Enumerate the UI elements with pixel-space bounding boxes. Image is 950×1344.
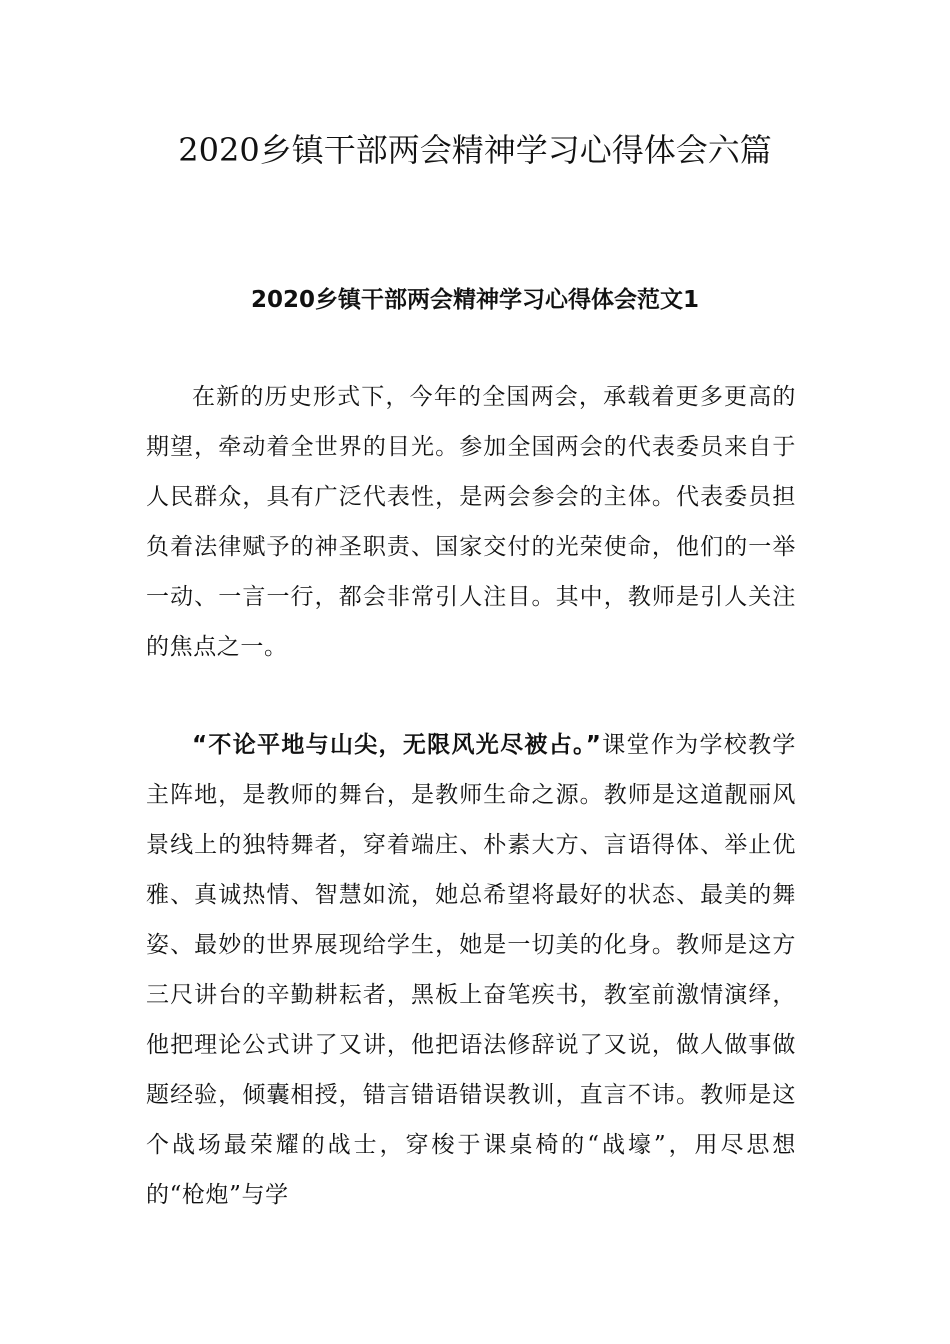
document-title: 2020乡镇干部两会精神学习心得体会六篇: [178, 131, 772, 169]
section-title: 2020乡镇干部两会精神学习心得体会范文1: [250, 287, 700, 313]
paragraph-1: [146, 372, 796, 672]
paragraph-1-text: 在新的历史形式下，今年的全国两会，承载着更多更高的期望，牵动着全世界的目光。参加全国两会的代表委员来自于人民群众，具有广泛代表性，是两会参会的主体。代表委员担负着法律赋予的神圣职责、国家交付的光荣使命，他们的一举一动、一言一行，都会非常引人注目。其中，教师是引人关注的焦点之一。: [146, 384, 796, 660]
paragraph-2: [146, 720, 796, 1220]
paragraph-2-text: 课堂作为学校教学主阵地，是教师的舞台，是教师生命之源。教师是这道靓丽风景线上的独特舞者，穿着端庄、朴素大方、言语得体、举止优雅、真诚热情、智慧如流，她总希望将最好的状态、最美的舞姿、最妙的世界展现给学生，她是一切美的化身。教师是这方三尺讲台的辛勤耕耘者，黑板上奋笔疾书，教室前激情演绎，他把理论公式讲了又讲，他把语法修辞说了又说，做人做事做题经验，倾囊相授，错言错语错误教训，直言不讳。教师是这个战场最荣耀的战士，穿梭于课桌椅的“战壕”，用尽思想的“枪炮”与学: [146, 732, 796, 1208]
paragraph-2-lead-quote: “不论平地与山尖，无限风光尽被占。”: [192, 732, 602, 758]
